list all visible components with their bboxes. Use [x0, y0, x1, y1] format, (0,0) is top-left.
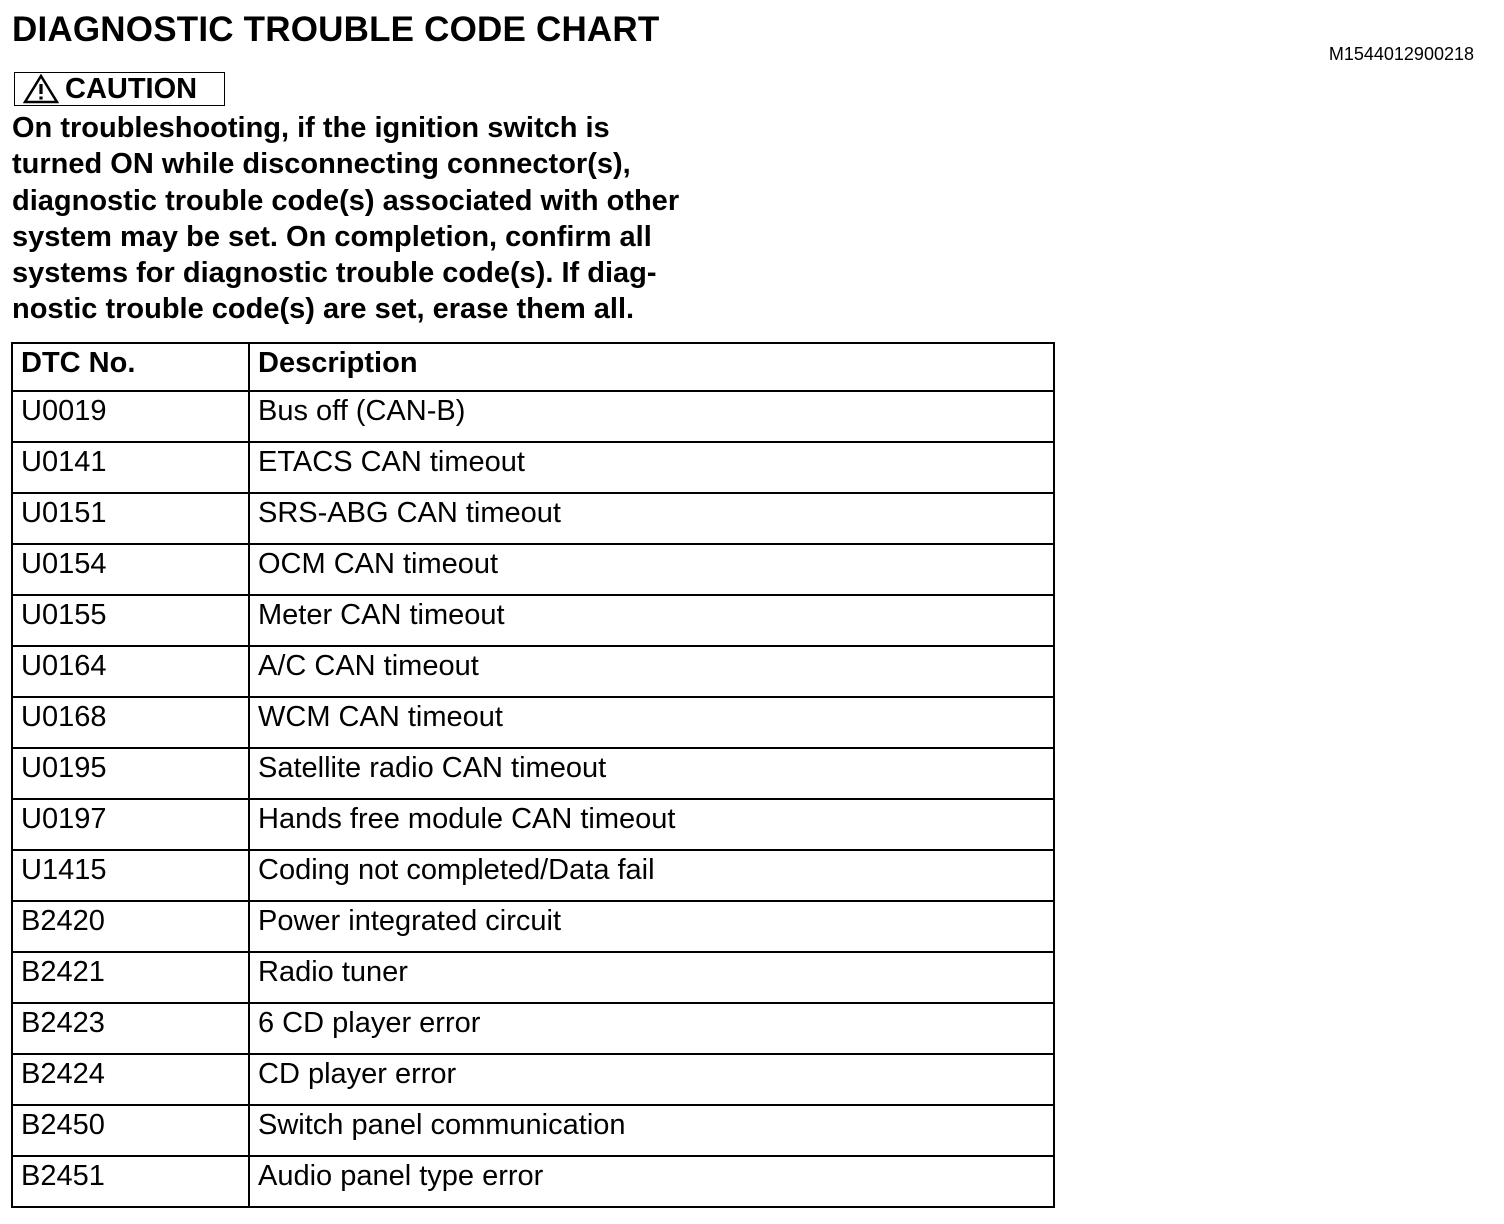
dtc-code: B2420: [12, 901, 249, 952]
dtc-code: B2451: [12, 1156, 249, 1207]
dtc-code: U0019: [12, 391, 249, 442]
dtc-description: SRS-ABG CAN timeout: [249, 493, 1054, 544]
column-header-dtc-no: DTC No.: [12, 343, 249, 391]
table-row: [12, 646, 1054, 697]
dtc-description: Meter CAN timeout: [249, 595, 1054, 646]
dtc-code: B2423: [12, 1003, 249, 1054]
page-title: DIAGNOSTIC TROUBLE CODE CHART: [12, 10, 660, 49]
dtc-code: U1415: [12, 850, 249, 901]
dtc-description: Power integrated circuit: [249, 901, 1054, 952]
table-row: [12, 493, 1054, 544]
dtc-description: A/C CAN timeout: [249, 646, 1054, 697]
dtc-code: U0168: [12, 697, 249, 748]
table-row: [12, 442, 1054, 493]
dtc-description: Coding not completed/Data fail: [249, 850, 1054, 901]
warning-triangle-icon: [23, 74, 59, 104]
table-row: [12, 1054, 1054, 1105]
caution-line: nostic trouble code(s) are set, erase them all.: [12, 293, 635, 326]
dtc-code: B2424: [12, 1054, 249, 1105]
dtc-description: Radio tuner: [249, 952, 1054, 1003]
caution-label: CAUTION: [65, 72, 198, 105]
dtc-description: CD player error: [249, 1054, 1054, 1105]
caution-line: system may be set. On completion, confirm all: [12, 220, 652, 253]
dtc-description: Satellite radio CAN timeout: [249, 748, 1054, 799]
table-row: [12, 952, 1054, 1003]
table-row: [12, 697, 1054, 748]
dtc-code: U0141: [12, 442, 249, 493]
dtc-description: Switch panel communication: [249, 1105, 1054, 1156]
table-header-row: [12, 343, 1054, 391]
dtc-code: B2450: [12, 1105, 249, 1156]
caution-text: [12, 110, 732, 328]
table-row: [12, 799, 1054, 850]
table-row: [12, 748, 1054, 799]
dtc-description: Hands free module CAN timeout: [249, 799, 1054, 850]
dtc-code: U0164: [12, 646, 249, 697]
dtc-code: U0197: [12, 799, 249, 850]
table-row: [12, 850, 1054, 901]
dtc-code: U0151: [12, 493, 249, 544]
dtc-code: B2421: [12, 952, 249, 1003]
dtc-description: Bus off (CAN-B): [249, 391, 1054, 442]
table-row: [12, 391, 1054, 442]
table-row: [12, 1156, 1054, 1207]
dtc-code: U0195: [12, 748, 249, 799]
caution-line: On troubleshooting, if the ignition switch is: [12, 112, 610, 144]
caution-line: systems for diagnostic trouble code(s). If diag-: [12, 257, 657, 290]
column-header-description: Description: [249, 343, 1054, 391]
caution-header: [14, 72, 225, 106]
table-row: [12, 595, 1054, 646]
table-row: [12, 1105, 1054, 1156]
dtc-description: Audio panel type error: [249, 1156, 1054, 1207]
document-id: M1544012900218: [1328, 44, 1474, 64]
table-row: [12, 1003, 1054, 1054]
table-row: [12, 544, 1054, 595]
dtc-description: ETACS CAN timeout: [249, 442, 1054, 493]
dtc-code: U0154: [12, 544, 249, 595]
dtc-description: 6 CD player error: [249, 1003, 1054, 1054]
caution-line: turned ON while disconnecting connector(s),: [12, 148, 631, 181]
dtc-description: OCM CAN timeout: [249, 544, 1054, 595]
table-row: [12, 901, 1054, 952]
caution-line: diagnostic trouble code(s) associated with other: [12, 184, 680, 217]
dtc-table: [11, 342, 1055, 1208]
dtc-code: U0155: [12, 595, 249, 646]
dtc-description: WCM CAN timeout: [249, 697, 1054, 748]
